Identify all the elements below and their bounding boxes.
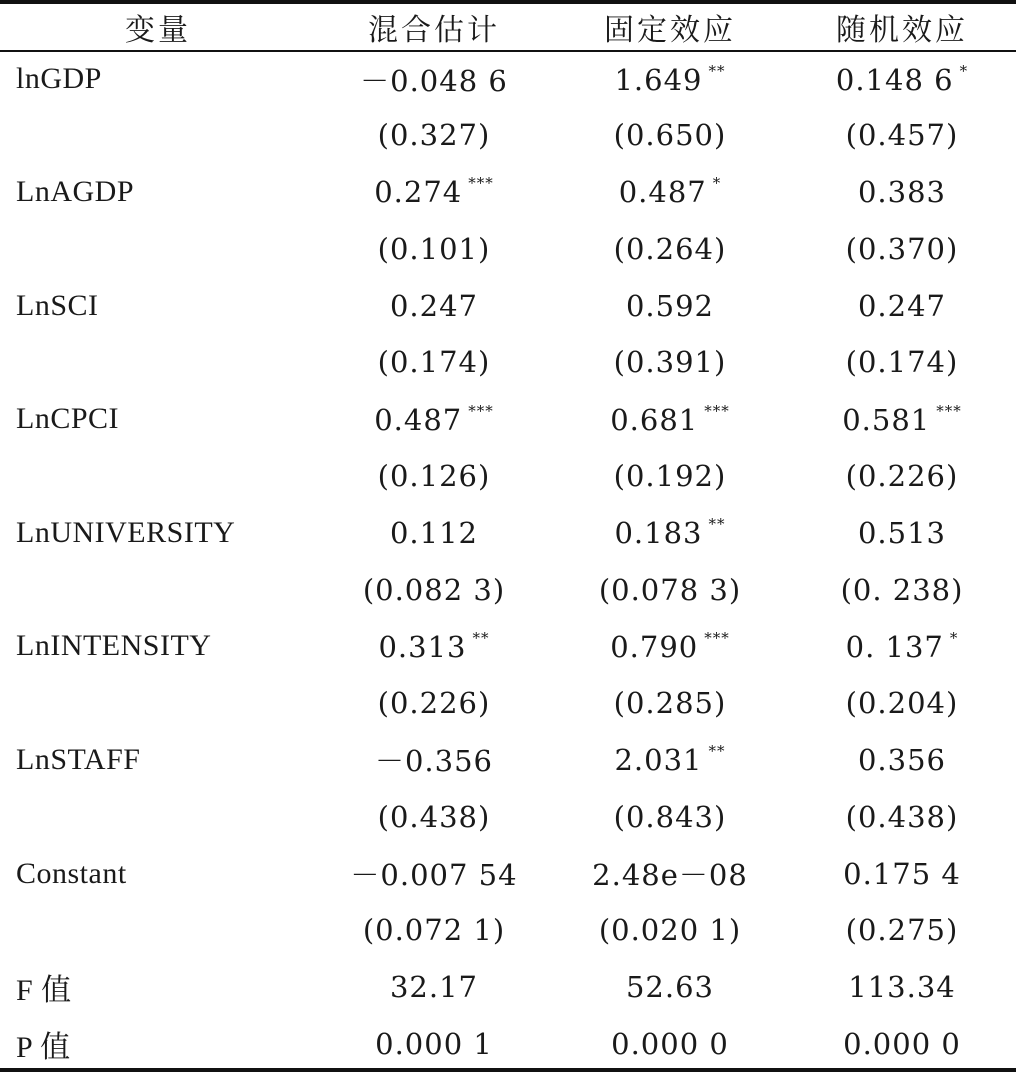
random-effects-cell bbox=[788, 618, 1016, 675]
fixed-effects-cell bbox=[552, 732, 788, 789]
regression-results-table bbox=[0, 4, 1016, 1072]
coefficient-value: 0.175 4 bbox=[843, 856, 961, 891]
coefficient-value: 2.031 bbox=[614, 743, 703, 778]
random-effects-cell bbox=[788, 845, 1016, 902]
coefficient-value: (0.174) bbox=[845, 345, 959, 380]
table-row bbox=[0, 788, 1016, 845]
coefficient-value: (0.126) bbox=[377, 458, 491, 493]
coefficient-value: (0.192) bbox=[613, 458, 727, 493]
coefficient-value: 0.592 bbox=[625, 288, 715, 323]
variable-name-cell: F 值 bbox=[16, 974, 72, 1008]
coefficient-value: (0.226) bbox=[377, 686, 491, 721]
table-row bbox=[0, 50, 1016, 107]
table-header bbox=[0, 4, 1016, 50]
pooled-estimate-cell bbox=[316, 391, 552, 448]
variable-name-cell bbox=[0, 902, 316, 959]
coefficient-value: 113.34 bbox=[848, 970, 956, 1005]
pooled-estimate-cell bbox=[316, 1016, 552, 1073]
coefficient-value: 0.487 bbox=[374, 402, 463, 437]
significance-stars: ** bbox=[472, 628, 490, 647]
pooled-estimate-cell bbox=[316, 277, 552, 334]
coefficient-value: (0.843) bbox=[613, 799, 727, 834]
fixed-effects-cell bbox=[552, 391, 788, 448]
coefficient-value: 0.148 6 bbox=[835, 62, 954, 97]
random-effects-cell bbox=[788, 561, 1016, 618]
table-row bbox=[0, 164, 1016, 221]
coefficient-value: 32.17 bbox=[389, 970, 479, 1005]
coefficient-value: (0.438) bbox=[377, 799, 491, 834]
pooled-estimate-cell bbox=[316, 959, 552, 1016]
coefficient-value: (0.327) bbox=[377, 118, 491, 153]
random-effects-cell bbox=[788, 391, 1016, 448]
coefficient-value: (0.391) bbox=[613, 345, 727, 380]
coefficient-value: (0.275) bbox=[845, 913, 959, 948]
pooled-estimate-cell bbox=[316, 732, 552, 789]
table-row bbox=[0, 277, 1016, 334]
variable-name-cell bbox=[0, 448, 316, 505]
coefficient-value: (0.204) bbox=[845, 686, 959, 721]
coefficient-value: (0.174) bbox=[377, 345, 491, 380]
variable-name-cell: LnSTAFF bbox=[16, 742, 141, 776]
coefficient-value: －0.356 bbox=[374, 744, 494, 779]
random-effects-cell bbox=[788, 504, 1016, 561]
pooled-estimate-cell bbox=[316, 334, 552, 391]
coefficient-value: (0.078 3) bbox=[598, 572, 742, 607]
coefficient-value: (0.101) bbox=[377, 231, 491, 266]
coefficient-value: (0.650) bbox=[613, 118, 727, 153]
random-effects-cell bbox=[788, 1016, 1016, 1073]
table-row bbox=[0, 448, 1016, 505]
coefficient-value: －0.007 54 bbox=[350, 858, 518, 893]
table-row bbox=[0, 618, 1016, 675]
pooled-estimate-cell bbox=[316, 845, 552, 902]
fixed-effects-cell bbox=[552, 107, 788, 164]
pooled-estimate-cell bbox=[316, 50, 552, 107]
header-row bbox=[0, 4, 1016, 50]
significance-stars: ** bbox=[708, 61, 726, 80]
fixed-effects-cell bbox=[552, 788, 788, 845]
fixed-effects-cell bbox=[552, 902, 788, 959]
coefficient-value: 0.274 bbox=[374, 175, 463, 210]
coefficient-value: (0. 238) bbox=[840, 572, 964, 607]
fixed-effects-cell bbox=[552, 448, 788, 505]
pooled-estimate-cell bbox=[316, 561, 552, 618]
variable-name-cell: LnCPCI bbox=[16, 402, 120, 436]
random-effects-cell bbox=[788, 334, 1016, 391]
table-row bbox=[0, 391, 1016, 448]
fixed-effects-cell bbox=[552, 50, 788, 107]
random-effects-cell bbox=[788, 732, 1016, 789]
pooled-estimate-cell bbox=[316, 164, 552, 221]
random-effects-cell bbox=[788, 902, 1016, 959]
significance-stars: *** bbox=[468, 174, 494, 193]
fixed-effects-cell bbox=[552, 959, 788, 1016]
random-effects-cell bbox=[788, 959, 1016, 1016]
fixed-effects-cell bbox=[552, 504, 788, 561]
fixed-effects-cell bbox=[552, 561, 788, 618]
coefficient-value: (0.082 3) bbox=[362, 572, 506, 607]
pooled-estimate-cell bbox=[316, 788, 552, 845]
coefficient-value: (0.457) bbox=[845, 118, 959, 153]
variable-name-cell bbox=[0, 561, 316, 618]
fixed-effects-cell bbox=[552, 1016, 788, 1073]
significance-stars: ** bbox=[708, 515, 726, 534]
table-row bbox=[0, 1016, 1016, 1073]
significance-stars: *** bbox=[704, 401, 730, 420]
coefficient-value: 0.247 bbox=[389, 288, 479, 323]
header-variable: 变量 bbox=[125, 13, 191, 48]
coefficient-value: 0.790 bbox=[610, 629, 699, 664]
fixed-effects-cell bbox=[552, 277, 788, 334]
table-row bbox=[0, 732, 1016, 789]
table-row bbox=[0, 107, 1016, 164]
variable-name-cell: Constant bbox=[16, 856, 127, 890]
table-row bbox=[0, 334, 1016, 391]
coefficient-value: 0.681 bbox=[610, 402, 699, 437]
coefficient-value: (0.226) bbox=[845, 458, 959, 493]
pooled-estimate-cell bbox=[316, 902, 552, 959]
variable-name-cell: LnAGDP bbox=[16, 174, 135, 208]
pooled-estimate-cell bbox=[316, 618, 552, 675]
random-effects-cell bbox=[788, 220, 1016, 277]
significance-stars: * bbox=[712, 174, 722, 193]
table-row bbox=[0, 220, 1016, 277]
coefficient-value: 2.48e－08 bbox=[592, 858, 748, 893]
variable-name-cell: P 值 bbox=[16, 1030, 71, 1064]
coefficient-value: 0.581 bbox=[842, 402, 931, 437]
coefficient-value: 52.63 bbox=[625, 970, 715, 1005]
random-effects-cell bbox=[788, 107, 1016, 164]
variable-name-cell bbox=[0, 334, 316, 391]
random-effects-cell bbox=[788, 675, 1016, 732]
fixed-effects-cell bbox=[552, 675, 788, 732]
header-pooled-estimate: 混合估计 bbox=[368, 13, 500, 48]
header-fixed-effects: 固定效应 bbox=[604, 13, 736, 48]
coefficient-value: (0.072 1) bbox=[362, 913, 506, 948]
variable-name-cell: LnSCI bbox=[16, 288, 99, 322]
variable-name-cell bbox=[0, 788, 316, 845]
coefficient-value: 0.183 bbox=[614, 516, 703, 551]
table-row bbox=[0, 504, 1016, 561]
fixed-effects-cell bbox=[552, 845, 788, 902]
coefficient-value: 0.247 bbox=[857, 288, 947, 323]
coefficient-value: 0.000 0 bbox=[843, 1026, 961, 1061]
significance-stars: * bbox=[959, 61, 969, 80]
pooled-estimate-cell bbox=[316, 107, 552, 164]
table-row bbox=[0, 845, 1016, 902]
coefficient-value: (0.370) bbox=[845, 231, 959, 266]
significance-stars: ** bbox=[708, 742, 726, 761]
significance-stars: *** bbox=[936, 401, 962, 420]
table-body bbox=[0, 50, 1016, 1072]
significance-stars: * bbox=[949, 628, 959, 647]
coefficient-value: (0.020 1) bbox=[598, 913, 742, 948]
coefficient-value: 0.000 0 bbox=[611, 1026, 729, 1061]
coefficient-value: 0.383 bbox=[857, 174, 947, 209]
coefficient-value: 0.513 bbox=[857, 515, 947, 550]
coefficient-value: －0.048 6 bbox=[360, 63, 508, 98]
table-row bbox=[0, 959, 1016, 1016]
coefficient-value: 0.487 bbox=[618, 175, 707, 210]
table-row bbox=[0, 675, 1016, 732]
variable-name-cell bbox=[0, 675, 316, 732]
fixed-effects-cell bbox=[552, 618, 788, 675]
coefficient-value: 0.313 bbox=[378, 629, 467, 664]
pooled-estimate-cell bbox=[316, 220, 552, 277]
fixed-effects-cell bbox=[552, 220, 788, 277]
random-effects-cell bbox=[788, 164, 1016, 221]
coefficient-value: 0.112 bbox=[389, 515, 479, 550]
coefficient-value: (0.264) bbox=[613, 231, 727, 266]
random-effects-cell bbox=[788, 788, 1016, 845]
variable-name-cell bbox=[0, 220, 316, 277]
header-random-effects: 随机效应 bbox=[836, 13, 968, 48]
coefficient-value: (0.438) bbox=[845, 799, 959, 834]
coefficient-value: (0.285) bbox=[613, 686, 727, 721]
random-effects-cell bbox=[788, 277, 1016, 334]
variable-name-cell: lnGDP bbox=[16, 62, 102, 96]
table-row bbox=[0, 561, 1016, 618]
significance-stars: *** bbox=[468, 401, 494, 420]
fixed-effects-cell bbox=[552, 334, 788, 391]
pooled-estimate-cell bbox=[316, 675, 552, 732]
coefficient-value: 0.000 1 bbox=[375, 1026, 493, 1061]
fixed-effects-cell bbox=[552, 164, 788, 221]
coefficient-value: 0. 137 bbox=[845, 629, 944, 664]
variable-name-cell: LnINTENSITY bbox=[16, 629, 212, 663]
variable-name-cell: LnUNIVERSITY bbox=[16, 515, 236, 549]
table-row bbox=[0, 902, 1016, 959]
variable-name-cell bbox=[0, 107, 316, 164]
coefficient-value: 1.649 bbox=[614, 62, 703, 97]
random-effects-cell bbox=[788, 448, 1016, 505]
pooled-estimate-cell bbox=[316, 504, 552, 561]
coefficient-value: 0.356 bbox=[857, 742, 947, 777]
pooled-estimate-cell bbox=[316, 448, 552, 505]
significance-stars: *** bbox=[704, 628, 730, 647]
random-effects-cell bbox=[788, 50, 1016, 107]
